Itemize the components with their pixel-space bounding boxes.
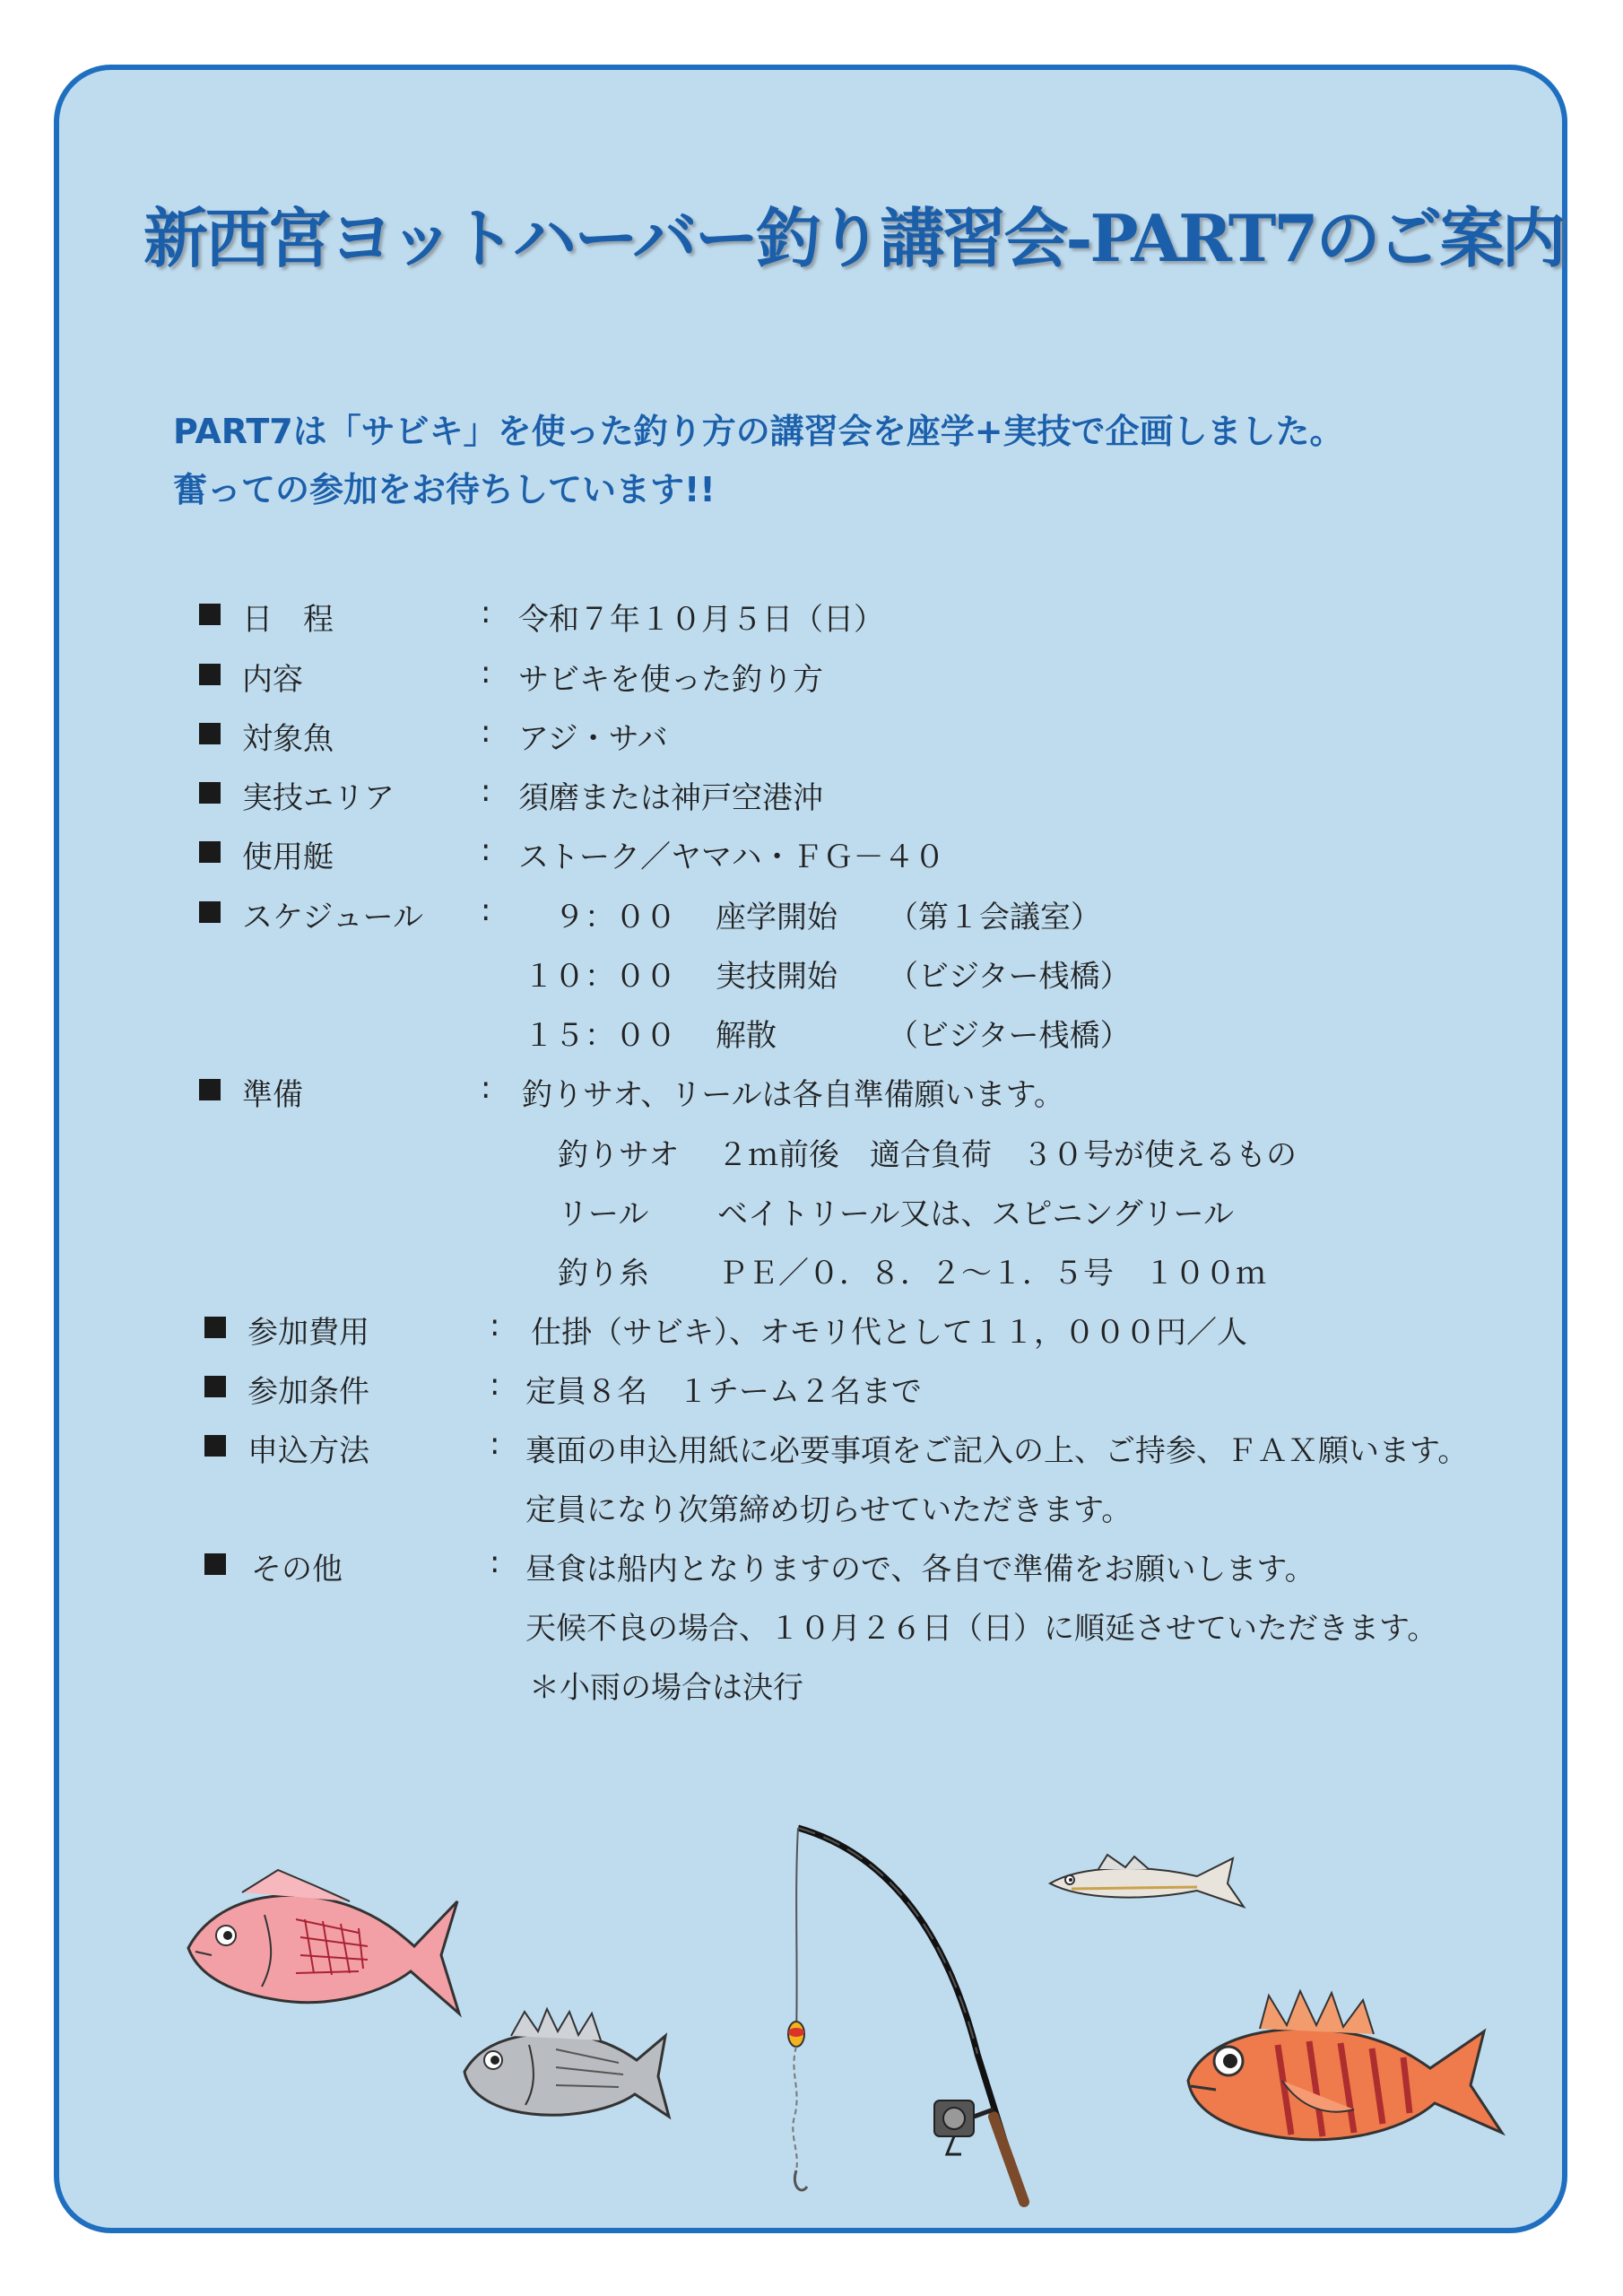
fee-value: 仕掛（サビキ）、オモリ代として１１，０００円／人	[531, 1315, 1247, 1351]
schedule-label: 日 程	[242, 602, 334, 638]
bullet-square	[204, 1376, 226, 1397]
application-line-2: 定員になり次第締め切らせていただきます。	[525, 1492, 1133, 1528]
area-label: 実技エリア	[242, 780, 395, 816]
preparation-item-name: リール	[558, 1196, 649, 1232]
boat-label: 使用艇	[242, 839, 334, 875]
preparation-item-name: 釣りサオ	[558, 1137, 680, 1173]
conditions-value: 定員８名 １チーム２名まで	[525, 1374, 922, 1410]
schedule-value: 令和７年１０月５日（日）	[518, 602, 884, 638]
colon: :	[481, 832, 491, 868]
page-title: 新西宮ヨットハーバー釣り講習会-PART7のご案内	[143, 200, 1564, 276]
preparation-label: 準備	[242, 1077, 303, 1113]
timetable-event: 解散	[716, 1018, 777, 1054]
bullet-square	[199, 841, 221, 863]
preparation-item-name: 釣り糸	[558, 1256, 649, 1292]
timetable-label: スケジュール	[242, 900, 423, 935]
timetable-time: ９：００	[554, 900, 676, 935]
other-line-1: 昼食は船内となりますので、各自で準備をお願いします。	[525, 1552, 1315, 1587]
intro-line-2: 奮っての参加をお待ちしています!!	[173, 470, 716, 509]
colon: :	[481, 773, 491, 809]
timetable-event: 実技開始	[716, 959, 838, 995]
colon: :	[490, 1308, 500, 1344]
bullet-square	[199, 723, 221, 744]
colon: :	[481, 1070, 491, 1106]
application-line-1: 裏面の申込用紙に必要事項をご記入の上、ご持参、ＦＡＸ願います。	[525, 1433, 1469, 1469]
colon: :	[490, 1544, 500, 1580]
colon: :	[481, 595, 491, 631]
bullet-square	[199, 604, 221, 625]
colon: :	[490, 1426, 500, 1462]
content-label: 内容	[242, 662, 303, 698]
fishing-rod-illustration	[762, 1821, 1049, 2215]
content-value: サビキを使った釣り方	[518, 662, 823, 698]
preparation-value: 釣りサオ、リールは各自準備願います。	[522, 1077, 1064, 1113]
conditions-label: 参加条件	[247, 1374, 369, 1410]
target-fish-label: 対象魚	[242, 721, 334, 757]
other-line-3: ＊小雨の場合は決行	[529, 1670, 803, 1706]
bullet-square	[204, 1435, 226, 1457]
silver-fish-illustration	[1045, 1848, 1251, 1919]
colon: :	[481, 714, 491, 750]
bullet-square	[204, 1317, 226, 1338]
target-fish-value: アジ・サバ	[518, 721, 668, 757]
preparation-item-detail: ２ｍ前後 適合負荷 ３０号が使えるもの	[717, 1137, 1297, 1173]
other-label: その他	[251, 1552, 343, 1587]
bullet-square	[199, 782, 221, 804]
timetable-place: （ビジター桟橋）	[888, 959, 1131, 995]
application-label: 申込方法	[247, 1433, 369, 1469]
timetable-time: １０：００	[524, 959, 676, 995]
area-value: 須磨または神戸空港沖	[518, 780, 823, 816]
timetable-place: （第１会議室）	[888, 900, 1101, 935]
boat-value: ストーク／ヤマハ・ＦＧ－４０	[518, 839, 945, 875]
bullet-square	[199, 901, 221, 923]
preparation-item-detail: ＰＥ／０．８．２～１．５号 １００ｍ	[717, 1256, 1266, 1292]
other-line-2: 天候不良の場合、１０月２６日（日）に順延させていただきます。	[525, 1611, 1438, 1647]
timetable-place: （ビジター桟橋）	[888, 1018, 1131, 1054]
red-snapper-fish-illustration	[179, 1866, 466, 2027]
preparation-item-detail: ベイトリール又は、スピニングリール	[717, 1196, 1234, 1232]
colon: :	[481, 655, 491, 691]
timetable-event: 座学開始	[716, 900, 838, 935]
bullet-square	[199, 664, 221, 685]
red-scorpionfish-illustration	[1175, 1982, 1515, 2161]
timetable-time: １５：００	[524, 1018, 676, 1054]
gray-rockfish-illustration	[457, 1996, 673, 2130]
colon: :	[490, 1367, 500, 1403]
bullet-square	[199, 1079, 221, 1100]
fee-label: 参加費用	[247, 1315, 369, 1351]
bullet-square	[204, 1553, 226, 1575]
colon: :	[481, 892, 491, 928]
intro-line-1: PART7は「サビキ」を使った釣り方の講習会を座学+実技で企画しました。	[173, 412, 1344, 451]
